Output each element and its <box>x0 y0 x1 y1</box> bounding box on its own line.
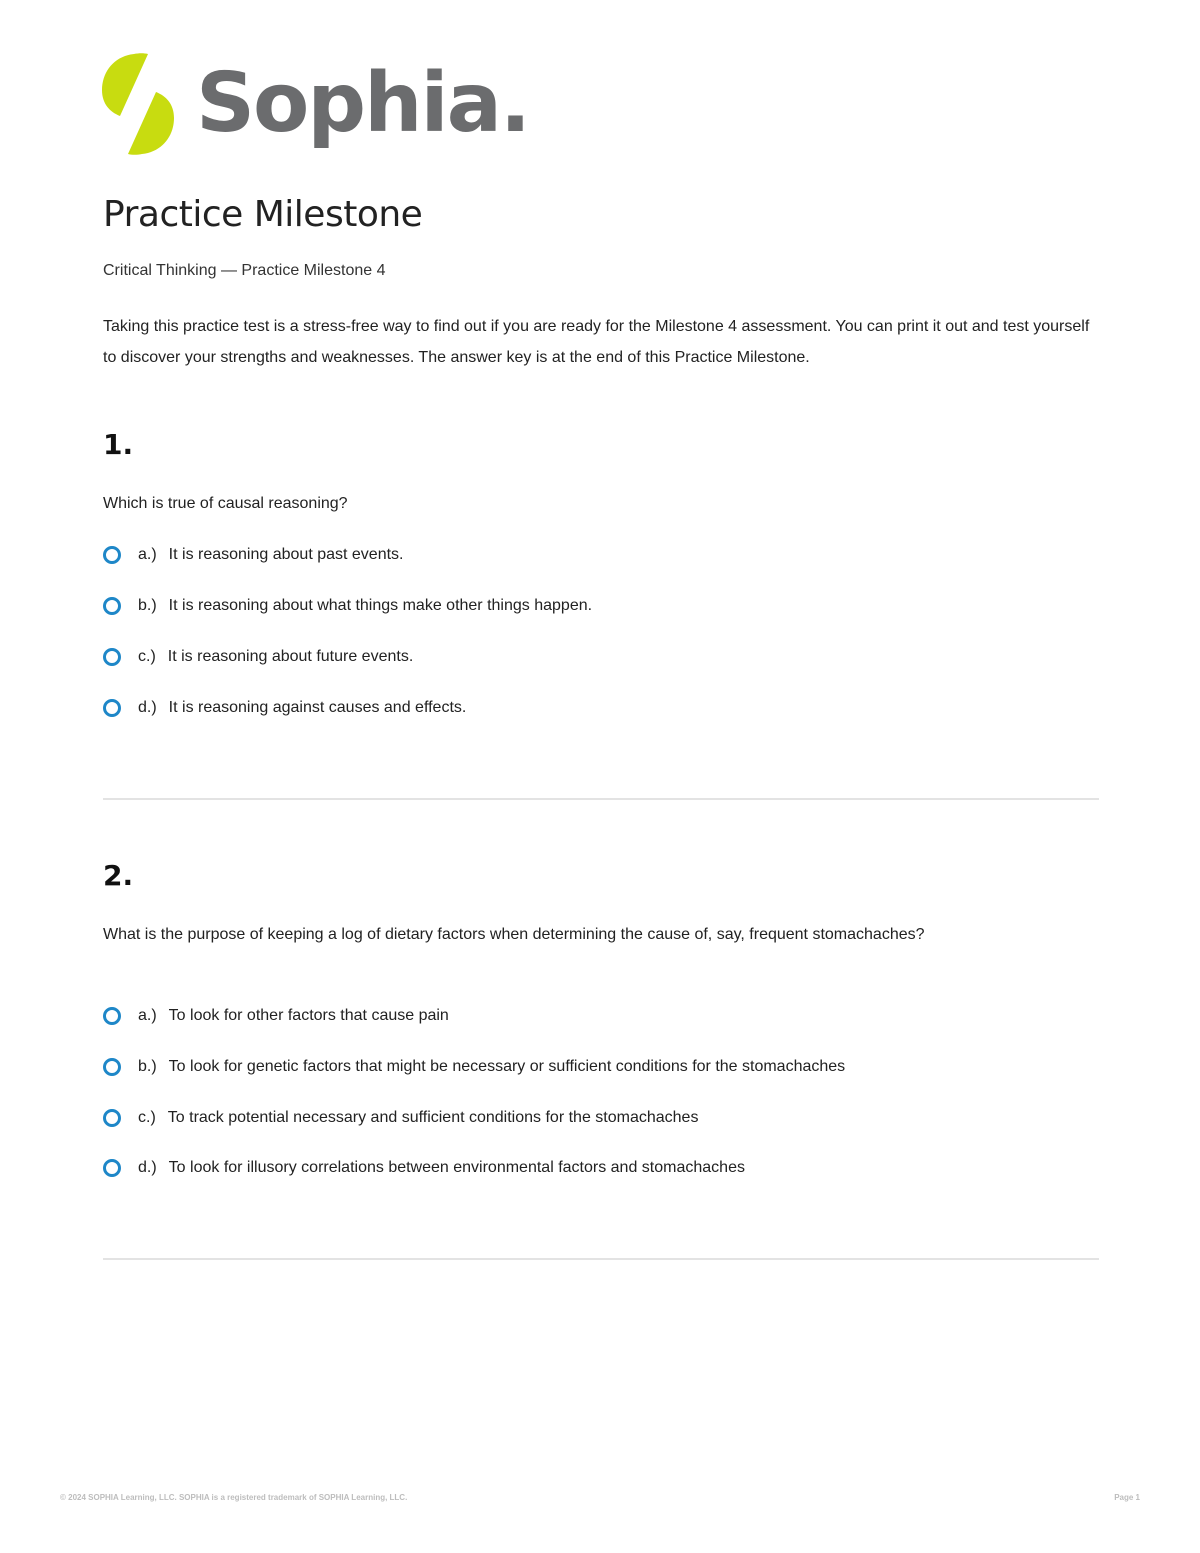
radio-button-icon[interactable] <box>103 597 121 615</box>
option-text: To look for genetic factors that might be necessary or sufficient conditions for the stomachaches <box>168 1058 846 1075</box>
option-text: It is reasoning about future events. <box>167 648 414 665</box>
question-1-option-a[interactable] <box>103 543 403 567</box>
question-divider <box>103 798 1099 800</box>
option-letter: c.) <box>138 648 156 665</box>
option-text: It is reasoning about past events. <box>168 546 404 563</box>
radio-button-icon[interactable] <box>103 648 121 666</box>
question-2-option-c[interactable] <box>103 1106 698 1130</box>
sophia-wordmark: Sophia. <box>196 56 530 151</box>
question-1-text: Which is true of causal reasoning? <box>103 495 348 512</box>
radio-button-icon[interactable] <box>103 1007 121 1025</box>
question-1-option-c[interactable] <box>103 645 413 669</box>
intro-paragraph: Taking this practice test is a stress-free way to find out if you are ready for the Milestone 4 assessment. You can print it out and test yourself to discover your strengths and weaknesses. The answer key is at the end of this Practice Milestone. <box>103 318 1090 366</box>
question-divider <box>103 1258 1099 1260</box>
question-2-number: 2. <box>103 859 134 892</box>
option-text: To look for illusory correlations between environmental factors and stomachaches <box>168 1159 745 1176</box>
option-letter: d.) <box>138 699 157 716</box>
option-text: It is reasoning about what things make other things happen. <box>168 597 593 614</box>
option-text: To look for other factors that cause pain <box>168 1007 449 1024</box>
option-text: To track potential necessary and sufficient conditions for the stomachaches <box>167 1109 699 1126</box>
option-letter: a.) <box>138 1007 157 1024</box>
question-1-number: 1. <box>103 428 134 461</box>
sophia-logo-mark <box>100 52 176 156</box>
question-1-option-b[interactable] <box>103 594 592 618</box>
radio-button-icon[interactable] <box>103 546 121 564</box>
radio-button-icon[interactable] <box>103 1159 121 1177</box>
radio-button-icon[interactable] <box>103 1058 121 1076</box>
footer-copyright: © 2024 SOPHIA Learning, LLC. SOPHIA is a registered trademark of SOPHIA Learning, LLC. <box>60 1493 408 1502</box>
option-letter: c.) <box>138 1109 156 1126</box>
option-text: It is reasoning against causes and effects. <box>168 699 467 716</box>
page-title: Practice Milestone <box>103 194 423 235</box>
sophia-logo <box>100 52 530 162</box>
option-letter: b.) <box>138 597 157 614</box>
question-2-text: What is the purpose of keeping a log of dietary factors when determining the cause of, say, frequent stomachaches? <box>103 926 925 943</box>
question-2-option-a[interactable] <box>103 1004 449 1028</box>
question-2-option-d[interactable] <box>103 1156 745 1180</box>
option-letter: d.) <box>138 1159 157 1176</box>
radio-button-icon[interactable] <box>103 699 121 717</box>
option-letter: a.) <box>138 546 157 563</box>
question-1-option-d[interactable] <box>103 696 466 720</box>
question-2-option-b[interactable] <box>103 1055 845 1079</box>
page-subtitle: Critical Thinking — Practice Milestone 4 <box>103 262 386 279</box>
option-letter: b.) <box>138 1058 157 1075</box>
radio-button-icon[interactable] <box>103 1109 121 1127</box>
footer-page-number: Page 1 <box>1114 1493 1140 1502</box>
